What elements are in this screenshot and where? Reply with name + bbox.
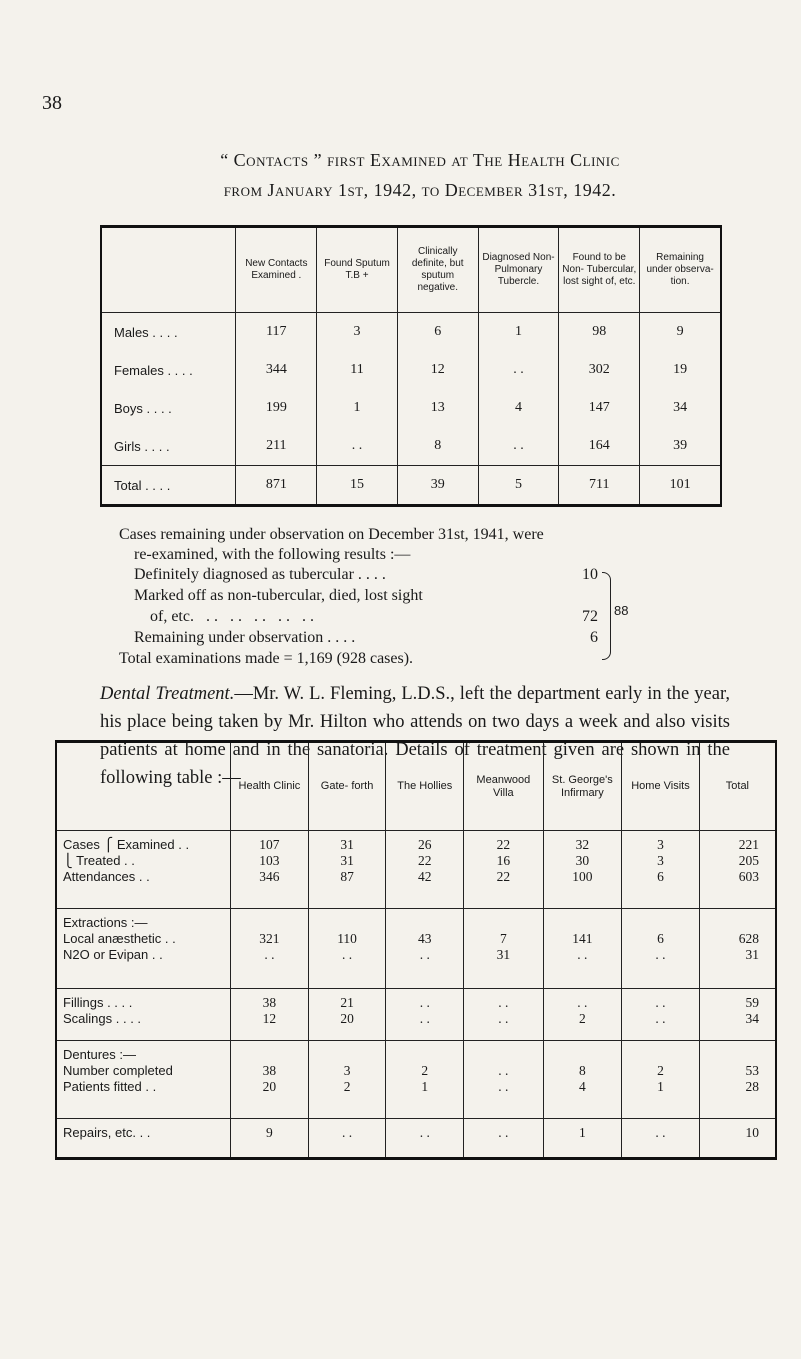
table-cell: 1 (478, 313, 559, 352)
cell-value: 2 (578, 1011, 586, 1026)
table-cell: 117 (236, 313, 317, 352)
table-cell: . . (317, 427, 398, 466)
result-value: 6 (590, 629, 598, 646)
row-label: Males . . . . (114, 324, 178, 340)
cell-value: 28 (745, 1079, 759, 1094)
result-label: of, etc. . . . . . . . . . . (134, 608, 314, 625)
cell-value (387, 915, 462, 931)
cell-value: 110 (337, 931, 357, 946)
table-cell: 39 (640, 427, 721, 466)
table-cell: 15 (317, 466, 398, 506)
table-cell (231, 1041, 309, 1119)
table-cell: 3 (317, 313, 398, 352)
cell-value: 31 (340, 853, 354, 868)
cases-text-line1: Cases remaining under observation on December 31st, 1941, were (119, 526, 544, 543)
table-header-cell: Clinically definite, but sputum negative. (397, 227, 478, 313)
cell-value: . . (498, 1011, 509, 1026)
table-cell (231, 1119, 309, 1159)
cases-text-line2: re-examined, with the following results :— (134, 546, 411, 563)
table-cell: 4 (478, 389, 559, 427)
table-cell (308, 909, 386, 989)
cell-value: 2 (657, 1063, 664, 1078)
row-label-line: Extractions :— (63, 915, 148, 930)
table-cell (231, 989, 309, 1041)
table-cell (386, 1041, 464, 1119)
table-cell (386, 989, 464, 1041)
row-label-line: Number completed (63, 1063, 173, 1078)
table-cell: 199 (236, 389, 317, 427)
brace-icon (602, 572, 611, 660)
row-label-line: Local anæsthetic . . (63, 931, 176, 946)
table-cell: 1 (317, 389, 398, 427)
table-cell (699, 909, 776, 989)
cell-value: 20 (262, 1079, 277, 1094)
table-row (56, 909, 776, 989)
table-cell (308, 989, 386, 1041)
cell-value: 221 (738, 837, 759, 852)
cell-value: . . (342, 1125, 353, 1140)
row-label-line: Cases ⎧ Examined . . (63, 837, 190, 852)
result-label: Remaining under observation . . . . (134, 629, 356, 646)
row-label-line: Scalings . . . . (63, 1011, 142, 1026)
table-cell: 11 (317, 351, 398, 389)
table-cell: 98 (559, 313, 640, 352)
result-label: Definitely diagnosed as tubercular . . . . (134, 566, 386, 583)
cell-value: . . (655, 1125, 666, 1140)
table-cell (308, 831, 386, 909)
result-label: Marked off as non-tubercular, died, lost sight (134, 587, 423, 604)
table-header-cell: Health Clinic (231, 742, 309, 831)
table-header-cell: The Hollies (386, 742, 464, 831)
cell-value (310, 915, 385, 931)
table-cell (699, 831, 776, 909)
page-title: “ Contacts ” first Examined at The Health Clinic (220, 150, 620, 170)
table-cell (622, 909, 700, 989)
dental-table (55, 740, 777, 1160)
result-value: 72 (582, 608, 598, 625)
cell-value: . . (264, 947, 275, 962)
cell-value: 26 (418, 837, 432, 852)
cell-value: 2 (421, 1063, 429, 1078)
cell-value: 87 (340, 869, 354, 884)
cell-value: 107 (259, 837, 280, 852)
cell-value: 8 (578, 1063, 586, 1078)
cell-value: 141 (572, 931, 593, 946)
cell-value: 7 (499, 931, 507, 946)
table-cell (543, 1119, 622, 1159)
row-label (56, 989, 231, 1041)
cell-value: . . (419, 1125, 430, 1140)
table-cell (308, 1119, 386, 1159)
table-cell: 12 (397, 351, 478, 389)
cell-value: 32 (575, 837, 590, 852)
cell-value: 1 (578, 1125, 586, 1140)
cell-value (701, 915, 759, 931)
table-row (101, 313, 721, 352)
cell-value: 22 (496, 869, 511, 884)
table-cell (464, 909, 543, 989)
table-header-cell: St. George's Infirmary (543, 742, 622, 831)
table-row (56, 1119, 776, 1159)
cell-value (701, 1047, 759, 1063)
cell-value: 43 (418, 931, 432, 946)
table-cell (699, 1119, 776, 1159)
cell-value: 1 (421, 1079, 429, 1094)
cell-value: . . (342, 947, 353, 962)
table-cell: 164 (559, 427, 640, 466)
cell-value: 42 (418, 869, 432, 884)
cell-value (623, 1047, 698, 1063)
table-cell (231, 909, 309, 989)
row-label-line: Dentures :— (63, 1047, 136, 1062)
table-row (101, 351, 721, 389)
table-header-cell: Diagnosed Non- Pulmonary Tubercle. (478, 227, 559, 313)
cell-value (465, 1047, 541, 1063)
contacts-table (100, 225, 722, 507)
dental-text: —Mr. W. L. Fleming, L.D.S., left the department early in the year, his place being taken by Mr. Hilton who attends on two days a week and also visits patients at home and in the sanatoria. Details of treatment given are shown in the following table :— (100, 684, 730, 788)
cell-value: 603 (738, 869, 759, 884)
table-cell: 147 (559, 389, 640, 427)
table-row (101, 427, 721, 466)
cell-value: 6 (657, 869, 664, 884)
cell-value: 38 (262, 995, 277, 1010)
table-cell: 711 (559, 466, 640, 506)
table-cell: . . (478, 427, 559, 466)
table-header-cell (56, 742, 231, 831)
table-cell (543, 909, 622, 989)
row-label: Boys . . . . (114, 400, 172, 416)
page-number: 38 (42, 92, 62, 114)
table-row (56, 989, 776, 1041)
row-label-line: Patients fitted . . (63, 1079, 157, 1094)
table-cell (464, 989, 543, 1041)
cell-value: 30 (575, 853, 590, 868)
cell-value: 3 (657, 853, 664, 868)
cell-value: 12 (262, 1011, 277, 1026)
cell-value: 22 (496, 837, 511, 852)
cell-value: . . (577, 995, 588, 1010)
cell-value: 346 (259, 869, 280, 884)
cell-value (232, 1047, 307, 1063)
cell-value: 103 (259, 853, 280, 868)
cell-value: 53 (745, 1063, 759, 1078)
cell-value (232, 915, 307, 931)
table-cell: . . (478, 351, 559, 389)
cell-value: . . (498, 1125, 509, 1140)
table-header-cell (101, 227, 236, 313)
table-total-row (101, 466, 721, 506)
table-cell (622, 1041, 700, 1119)
row-label: Females . . . . (114, 362, 193, 378)
table-cell: 5 (478, 466, 559, 506)
table-cell (386, 831, 464, 909)
cell-value: 2 (343, 1079, 351, 1094)
cell-value: 31 (340, 837, 354, 852)
cell-value: 205 (738, 853, 759, 868)
cell-value: 1 (657, 1079, 664, 1094)
cell-value: 38 (262, 1063, 277, 1078)
table-cell (464, 1119, 543, 1159)
cell-value: 6 (657, 931, 664, 946)
row-label (56, 1041, 231, 1119)
table-row (101, 389, 721, 427)
table-cell (543, 989, 622, 1041)
cell-value (465, 915, 541, 931)
table-header-cell: Remaining under observa- tion. (640, 227, 721, 313)
table-row (56, 831, 776, 909)
table-cell (308, 1041, 386, 1119)
table-header-cell: Meanwood Villa (464, 742, 543, 831)
table-cell: 13 (397, 389, 478, 427)
cell-value: 3 (343, 1063, 351, 1078)
table-cell (386, 1119, 464, 1159)
cell-value: . . (498, 1063, 509, 1078)
cell-value: 628 (738, 931, 759, 946)
cell-value: . . (498, 1079, 509, 1094)
cell-value: 34 (745, 1011, 759, 1026)
cell-value: 20 (340, 1011, 354, 1026)
table-cell (622, 831, 700, 909)
table-cell (464, 1041, 543, 1119)
brace-total: 88 (614, 603, 629, 618)
table-cell (231, 831, 309, 909)
table-cell (622, 989, 700, 1041)
table-header-cell: Found Sputum T.B + (317, 227, 398, 313)
table-cell: 9 (640, 313, 721, 352)
table-cell: 211 (236, 427, 317, 466)
cell-value: 22 (418, 853, 432, 868)
cell-value: 21 (340, 995, 354, 1010)
cell-value: . . (655, 1011, 666, 1026)
table-cell: 6 (397, 313, 478, 352)
table-cell: 34 (640, 389, 721, 427)
row-label-line: Attendances . . (63, 869, 150, 884)
table-cell (543, 1041, 622, 1119)
cell-value: 31 (496, 947, 511, 962)
table-cell: 101 (640, 466, 721, 506)
row-label-line: N2O or Evipan . . (63, 947, 163, 962)
cell-value: 100 (572, 869, 593, 884)
cell-value (387, 1047, 462, 1063)
row-label (56, 909, 231, 989)
cell-value (310, 1047, 385, 1063)
table-header-cell: Total (699, 742, 776, 831)
cell-value: 4 (578, 1079, 586, 1094)
cell-value: 16 (496, 853, 511, 868)
table-cell (386, 909, 464, 989)
row-label: Girls . . . . (114, 438, 170, 454)
table-cell: 344 (236, 351, 317, 389)
table-cell: 302 (559, 351, 640, 389)
cell-value: . . (419, 995, 430, 1010)
row-label-line: ⎩ Treated . . (63, 853, 135, 868)
cell-value: . . (419, 947, 430, 962)
cell-value: 59 (745, 995, 759, 1010)
cell-value: . . (655, 947, 666, 962)
table-header-row (56, 742, 776, 831)
table-cell (699, 1041, 776, 1119)
cell-value: 3 (657, 837, 664, 852)
table-header-cell: Home Visits (622, 742, 700, 831)
table-header-cell: Gate- forth (308, 742, 386, 831)
page-subtitle: from January 1st, 1942, to December 31st, 1942. (223, 180, 617, 200)
row-label-line: Fillings . . . . (63, 995, 133, 1010)
row-label: Total . . . . (101, 466, 236, 506)
cell-value (545, 915, 621, 931)
cell-value: . . (577, 947, 588, 962)
table-cell: 871 (236, 466, 317, 506)
cell-value: . . (655, 995, 666, 1010)
cell-value (623, 915, 698, 931)
result-value: 10 (582, 566, 598, 583)
cell-value: 10 (745, 1125, 759, 1140)
cell-value: 31 (745, 947, 759, 962)
table-cell: 19 (640, 351, 721, 389)
table-cell (543, 831, 622, 909)
row-label (56, 831, 231, 909)
cell-value: . . (419, 1011, 430, 1026)
cell-value (545, 1047, 621, 1063)
row-label (56, 1119, 231, 1159)
table-cell (464, 831, 543, 909)
cell-value: 9 (266, 1125, 273, 1140)
table-header-cell: New Contacts Examined . (236, 227, 317, 313)
cell-value: . . (498, 995, 509, 1010)
table-header-row (101, 227, 721, 313)
cell-value: 321 (259, 931, 280, 946)
total-examinations: Total examinations made = 1,169 (928 cases). (119, 650, 414, 667)
dental-heading: Dental Treatment. (100, 684, 235, 704)
table-cell (622, 1119, 700, 1159)
table-cell: 8 (397, 427, 478, 466)
table-row (56, 1041, 776, 1119)
table-header-cell: Found to be Non- Tubercular, lost sight of, etc. (559, 227, 640, 313)
table-cell: 39 (397, 466, 478, 506)
row-label-line: Repairs, etc. . . (63, 1125, 151, 1140)
table-cell (699, 989, 776, 1041)
